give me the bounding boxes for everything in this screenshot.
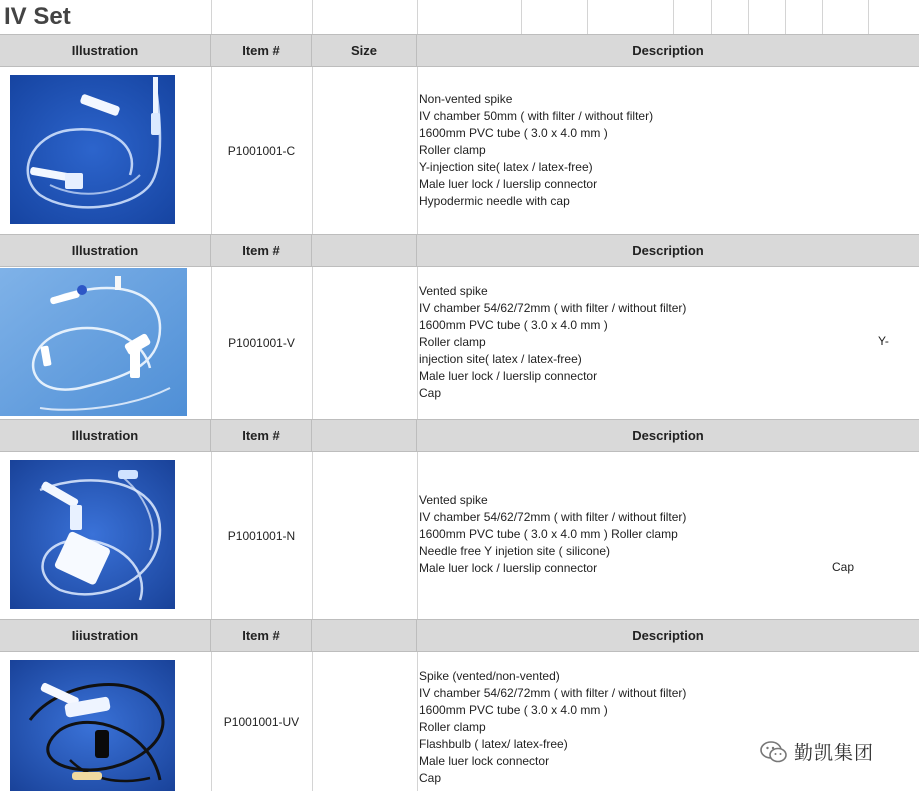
- header-size: [312, 420, 417, 451]
- header-item: Item #: [211, 620, 312, 651]
- description-line: Roller clamp: [419, 143, 486, 157]
- header-description: Description: [632, 243, 704, 258]
- grid-line: [785, 0, 786, 34]
- description-line: Cap: [419, 386, 442, 400]
- description-line: IV chamber 50mm ( with filter / without filter): [419, 109, 654, 123]
- item-number: P1001001-N: [227, 528, 296, 543]
- product-row: [0, 452, 919, 619]
- watermark-text: 勤凯集团: [794, 743, 875, 764]
- description-line: Male luer lock / luerslip connector: [419, 177, 598, 191]
- grid-line: [711, 0, 712, 34]
- product-photo: [10, 75, 175, 224]
- header-illustration: Illustration: [0, 235, 211, 266]
- grid-line: [673, 0, 674, 34]
- header-illustration: Illustration: [0, 35, 211, 66]
- description-line: Male luer lock connector: [419, 754, 550, 768]
- description-line: Spike (vented/non-vented): [419, 669, 560, 683]
- grid-line: [211, 0, 212, 34]
- description-line: IV chamber 54/62/72mm ( with filter / without filter): [419, 686, 687, 700]
- grid-line: [417, 0, 418, 34]
- header-illustration: Illustration: [0, 420, 211, 451]
- description-line: Male luer lock / luerslip connector: [419, 561, 598, 575]
- description: [419, 283, 917, 402]
- description-line: Vented spike: [419, 284, 488, 298]
- header-item: Item #: [211, 420, 312, 451]
- header-size: [312, 620, 417, 651]
- table-header-3: [0, 419, 919, 452]
- header-description: Description: [632, 628, 704, 643]
- table-header-4: [0, 619, 919, 652]
- grid-line: [868, 0, 869, 34]
- description-line: Hypodermic needle with cap: [419, 194, 570, 208]
- description-line: 1600mm PVC tube ( 3.0 x 4.0 mm ): [419, 703, 608, 717]
- description-line: Roller clamp: [419, 335, 486, 349]
- page-title: IV Set: [4, 3, 71, 30]
- description-line: 1600mm PVC tube ( 3.0 x 4.0 mm ): [419, 126, 608, 140]
- header-size: Size: [312, 35, 417, 66]
- description-line: Roller clamp: [419, 720, 486, 734]
- product-photo: [10, 460, 175, 609]
- description-line: Male luer lock / luerslip connector: [419, 369, 598, 383]
- grid-line: [822, 0, 823, 34]
- item-number: P1001001-V: [228, 336, 295, 350]
- description-fragment: Cap: [832, 560, 855, 574]
- watermark: [760, 738, 874, 765]
- grid-line: [312, 0, 313, 34]
- grid-line: [748, 0, 749, 34]
- header-size: [312, 235, 417, 266]
- header-description: Description: [632, 428, 704, 443]
- description-line: 1600mm PVC tube ( 3.0 x 4.0 mm ) Roller clamp: [419, 527, 678, 541]
- description-line: Cap: [419, 771, 442, 785]
- wechat-icon: [760, 740, 788, 764]
- header-description: Description: [632, 43, 704, 58]
- item-number: P1001001-C: [227, 143, 296, 158]
- product-row: [0, 652, 919, 791]
- product-photo: [10, 660, 175, 791]
- description-line: Vented spike: [419, 493, 488, 507]
- title-row: [0, 0, 919, 34]
- header-item: Item #: [211, 235, 312, 266]
- description-line: Y-injection site( latex / latex-free): [419, 160, 593, 174]
- description-line: Needle free Y injetion site ( silicone): [419, 544, 610, 558]
- description: [419, 668, 917, 787]
- product-photo: [0, 268, 187, 416]
- header-item: Item #: [211, 35, 312, 66]
- description-line: IV chamber 54/62/72mm ( with filter / without filter): [419, 301, 687, 315]
- product-row: [0, 67, 919, 234]
- grid-line: [521, 0, 522, 34]
- product-row: [0, 267, 919, 419]
- header-illustration: Iiiustration: [0, 620, 211, 651]
- description-line: IV chamber 54/62/72mm ( with filter / without filter): [419, 510, 687, 524]
- description-line: injection site( latex / latex-free): [419, 352, 582, 366]
- table-header-1: [0, 34, 919, 67]
- description-line: Non-vented spike: [419, 92, 513, 106]
- description: [419, 91, 917, 210]
- description-fragment: Y-: [878, 334, 889, 348]
- table-header-2: [0, 234, 919, 267]
- item-number: P1001001-UV: [223, 714, 300, 729]
- description-line: Flashbulb ( latex/ latex-free): [419, 737, 568, 751]
- grid-line: [587, 0, 588, 34]
- description-line: 1600mm PVC tube ( 3.0 x 4.0 mm ): [419, 318, 608, 332]
